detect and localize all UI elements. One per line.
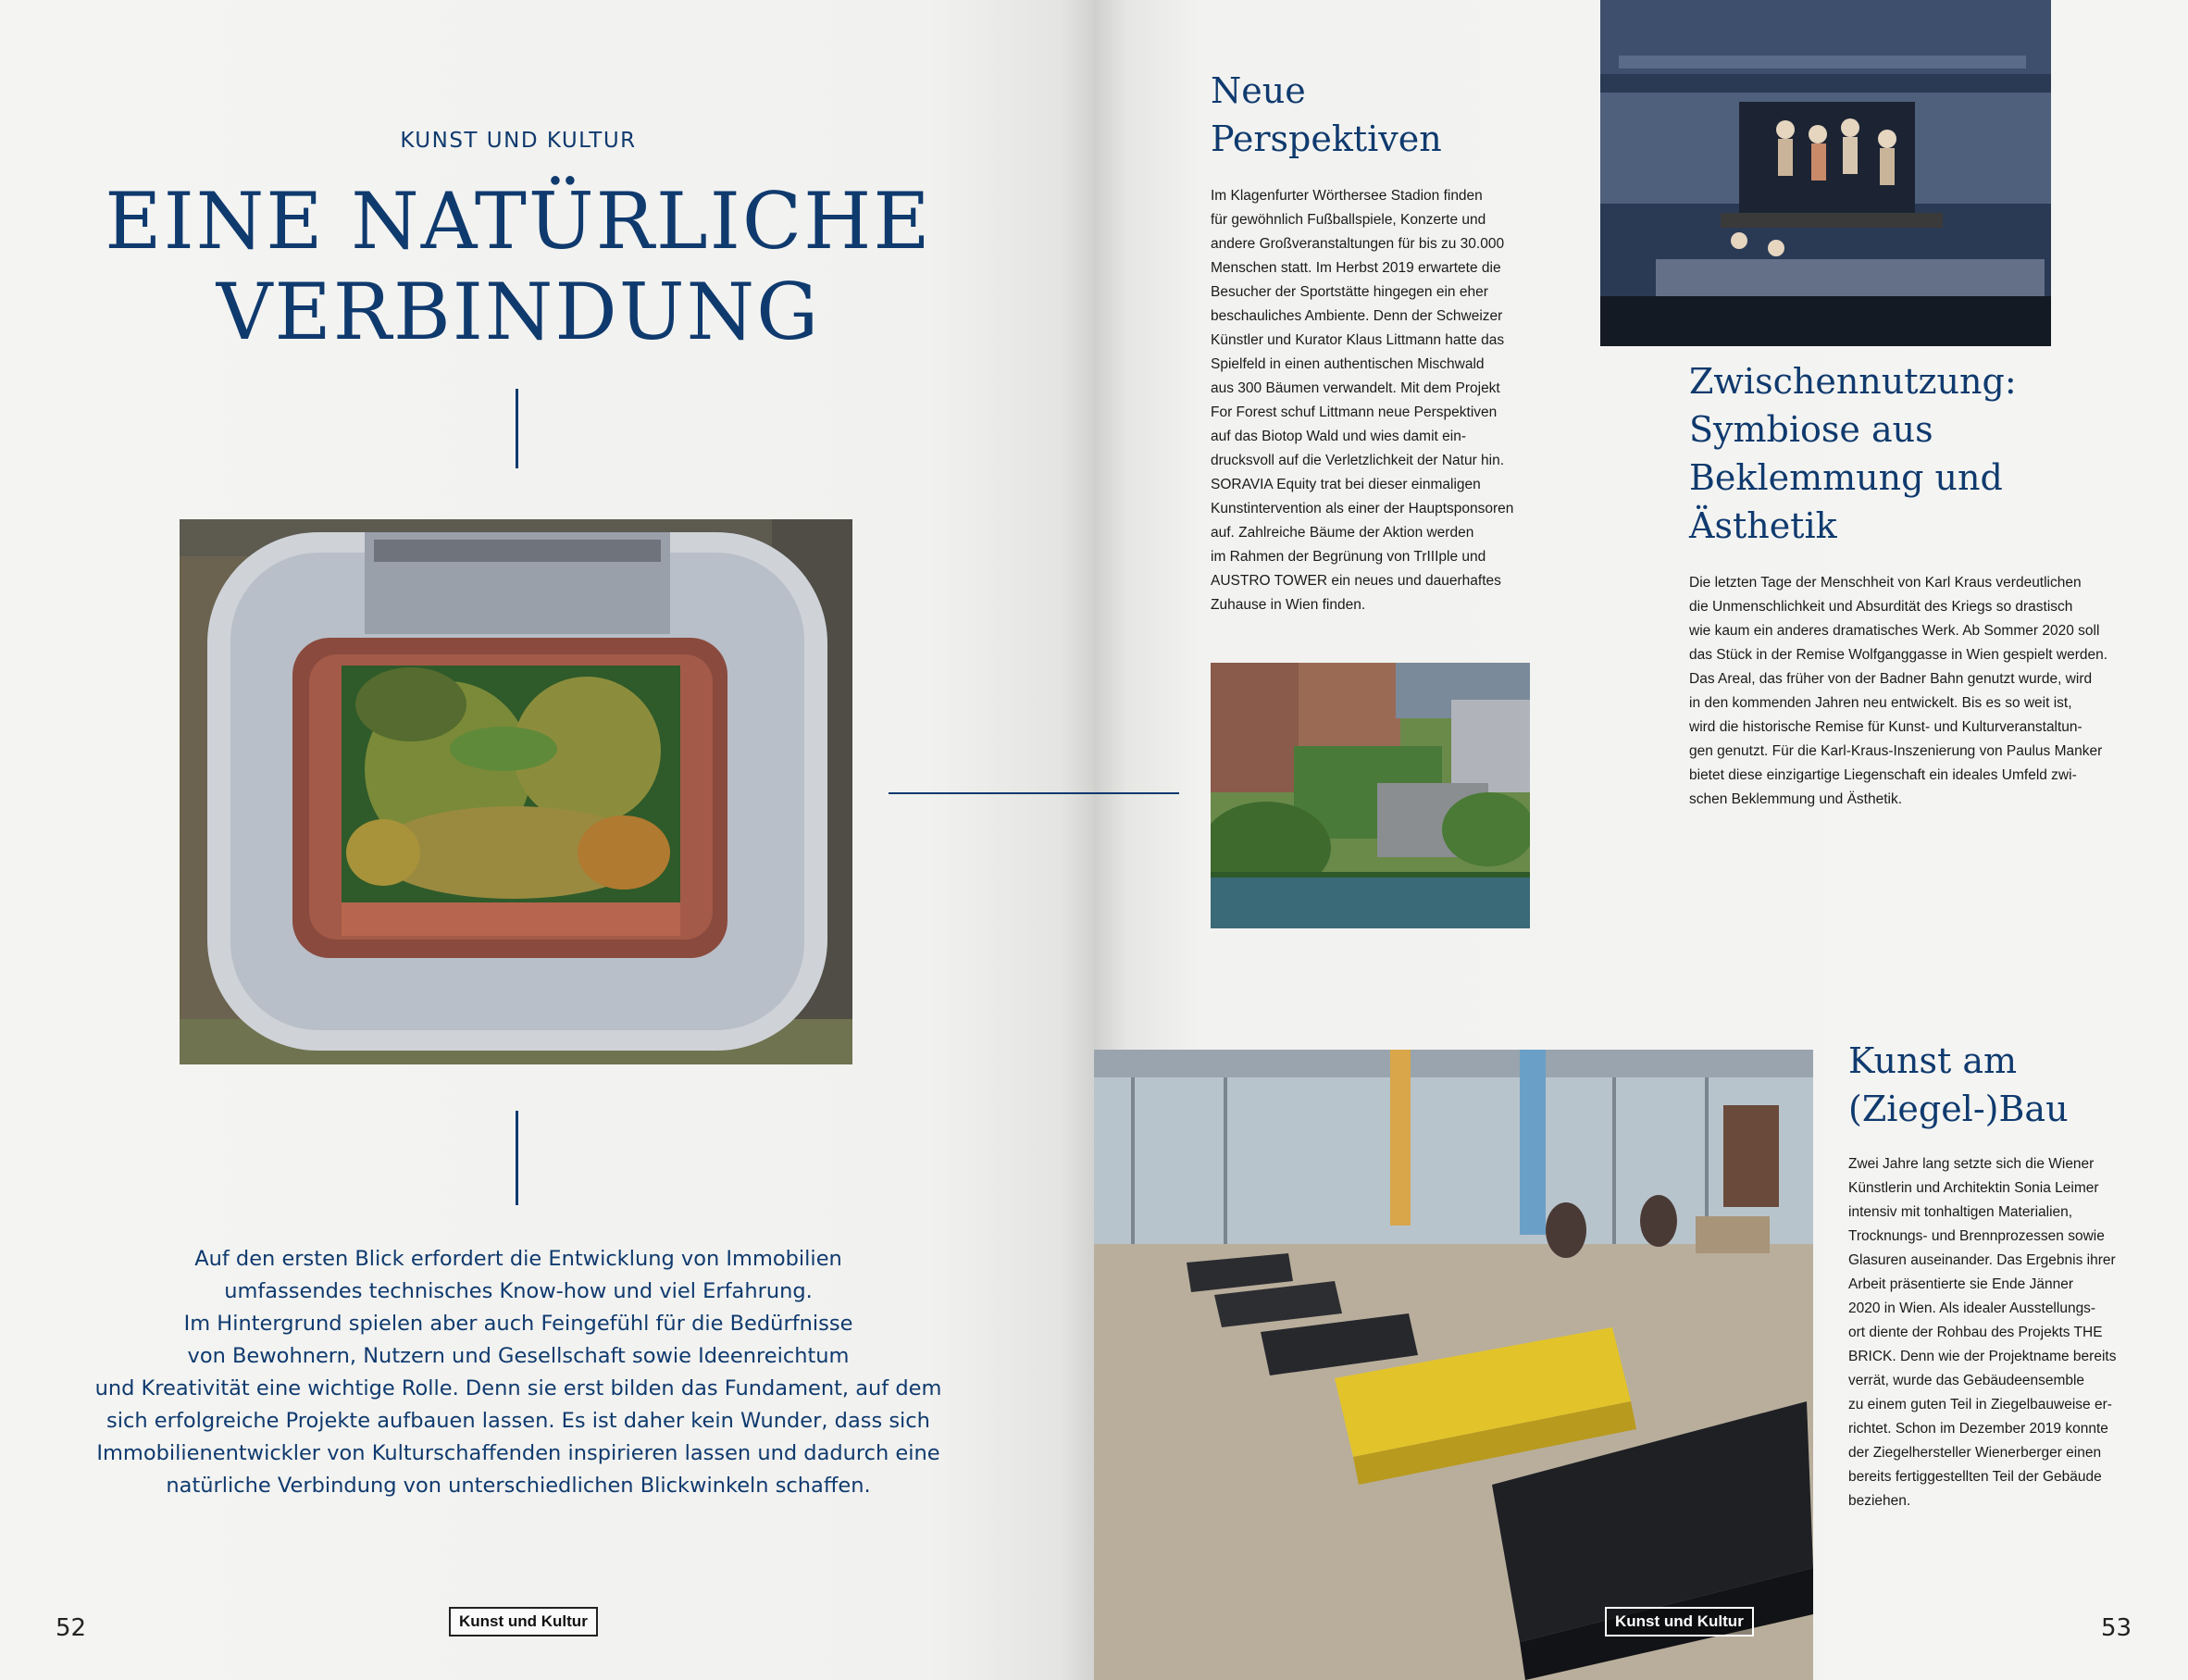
body-line: Zwei Jahre lang setzte sich die Wiener bbox=[1848, 1156, 2095, 1172]
page-number-right: 53 bbox=[2101, 1614, 2132, 1642]
footer-tag-right: Kunst und Kultur bbox=[1605, 1607, 1754, 1636]
page-number-left: 52 bbox=[56, 1614, 87, 1642]
body-line: Künstler und Kurator Klaus Littmann hatte das bbox=[1211, 332, 1505, 348]
section-title-line: Perspektiven bbox=[1211, 118, 1442, 159]
body-line: in den kommenden Jahren neu entwickelt. Bis es so weit ist, bbox=[1689, 695, 2072, 711]
body-line: Kunstintervention als einer der Hauptsponsoren bbox=[1211, 501, 1514, 516]
body-line: Im Klagenfurter Wörthersee Stadion finden bbox=[1211, 188, 1483, 204]
intro-line: und Kreativität eine wichtige Rolle. Denn sie erst bilden das Fundament, auf dem bbox=[94, 1376, 942, 1400]
page-title-line: EINE NATÜRLICHE bbox=[105, 176, 932, 267]
section-title-line: Ästhetik bbox=[1689, 505, 1837, 546]
connector-line bbox=[889, 792, 1094, 794]
body-line: Glasuren auseinander. Das Ergebnis ihrer bbox=[1848, 1252, 2116, 1268]
section-body-zwischennutzung bbox=[1689, 571, 2108, 812]
divider-line-top bbox=[516, 389, 518, 468]
page-title bbox=[93, 176, 944, 357]
body-line: auf. Zahlreiche Bäume der Aktion werden bbox=[1211, 525, 1474, 541]
body-line: Die letzten Tage der Menschheit von Karl Kraus verdeutlichen bbox=[1689, 575, 2082, 591]
section-title-neue-perspektiven bbox=[1211, 67, 1442, 163]
section-title-zwischennutzung bbox=[1689, 357, 2017, 550]
body-line: richtet. Schon im Dezember 2019 konnte bbox=[1848, 1421, 2108, 1437]
section-title-kunst-am-ziegelbau bbox=[1848, 1037, 2069, 1133]
section-title-line: Kunst am bbox=[1848, 1040, 2018, 1081]
body-line: Zuhause in Wien finden. bbox=[1211, 597, 1366, 613]
intro-line: von Bewohnern, Nutzern und Gesellschaft sowie Ideenreichtum bbox=[187, 1344, 850, 1368]
divider-line-bottom bbox=[516, 1111, 518, 1205]
body-line: verrät, wurde das Gebäudeensemble bbox=[1848, 1373, 2085, 1388]
body-line: wie kaum ein anderes dramatisches Werk. Ab Sommer 2020 soll bbox=[1689, 623, 2100, 639]
body-line: die Unmenschlichkeit und Absurdität des Kriegs so drastisch bbox=[1689, 599, 2073, 615]
intro-line: Immobilienentwickler von Kulturschaffenden inspirieren lassen und dadurch eine bbox=[96, 1441, 940, 1465]
body-line: schen Beklemmung und Ästhetik. bbox=[1689, 791, 1903, 807]
body-line: SORAVIA Equity trat bei dieser einmaligen bbox=[1211, 477, 1481, 492]
section-title-line: Neue bbox=[1211, 70, 1306, 111]
body-line: beschauliches Ambiente. Denn der Schweizer bbox=[1211, 308, 1503, 324]
section-title-line: Beklemmung und bbox=[1689, 457, 2003, 498]
body-line: Trocknungs- und Brennprozessen sowie bbox=[1848, 1228, 2105, 1244]
body-line: Künstlerin und Architektin Sonia Leimer bbox=[1848, 1180, 2099, 1196]
body-line: das Stück in der Remise Wolfganggasse in Wien gespielt werden. bbox=[1689, 647, 2108, 663]
intro-paragraph bbox=[88, 1243, 949, 1502]
body-line: zu einem guten Teil in Ziegelbauweise er- bbox=[1848, 1397, 2112, 1412]
body-line: wird die historische Remise für Kunst- und Kulturveranstaltun- bbox=[1689, 719, 2082, 735]
body-line: auf das Biotop Wald und wies damit ein- bbox=[1211, 429, 1466, 444]
body-line: 2020 in Wien. Als idealer Ausstellungs- bbox=[1848, 1300, 2096, 1316]
body-line: im Rahmen der Begrünung von TrIIIple und bbox=[1211, 549, 1486, 565]
footer-tag-left: Kunst und Kultur bbox=[449, 1607, 598, 1636]
section-body-neue-perspektiven bbox=[1211, 184, 1531, 617]
body-line: intensiv mit tonhaltigen Materialien, bbox=[1848, 1204, 2073, 1220]
body-line: bereits fertiggestellten Teil der Gebäude bbox=[1848, 1469, 2102, 1485]
section-title-line: (Ziegel-)Bau bbox=[1848, 1089, 2069, 1129]
body-line: gen genutzt. Für die Karl-Kraus-Inszenierung von Paulus Manker bbox=[1689, 743, 2103, 759]
green-buildings-photo bbox=[1211, 663, 1530, 928]
body-line: Besucher der Sportstätte hingegen ein eher bbox=[1211, 284, 1488, 300]
body-line: Das Areal, das früher von der Badner Bahn genutzt wurde, wird bbox=[1689, 671, 2093, 687]
intro-line: natürliche Verbindung von unterschiedlichen Blickwinkeln schaffen. bbox=[166, 1474, 871, 1498]
body-line: andere Großveranstaltungen für bis zu 30.000 bbox=[1211, 236, 1505, 252]
body-line: For Forest schuf Littmann neue Perspektiven bbox=[1211, 404, 1498, 420]
body-line: Arbeit präsentierte sie Ende Jänner bbox=[1848, 1276, 2073, 1292]
section-title-line: Symbiose aus bbox=[1689, 409, 1933, 450]
body-line: für gewöhnlich Fußballspiele, Konzerte und bbox=[1211, 212, 1486, 228]
intro-line: Im Hintergrund spielen aber auch Feingefühl für die Bedürfnisse bbox=[183, 1312, 853, 1336]
intro-line: sich erfolgreiche Projekte aufbauen lassen. Es ist daher kein Wunder, dass sich bbox=[106, 1409, 930, 1433]
body-line: aus 300 Bäumen verwandelt. Mit dem Projekt bbox=[1211, 380, 1500, 396]
body-line: ort diente der Rohbau des Projekts THE bbox=[1848, 1325, 2103, 1340]
section-kicker: KUNST UND KULTUR bbox=[400, 129, 637, 153]
intro-line: umfassendes technisches Know-how und viel Erfahrung. bbox=[224, 1279, 813, 1303]
body-line: drucksvoll auf die Verletzlichkeit der Natur hin. bbox=[1211, 453, 1505, 468]
intro-line: Auf den ersten Blick erfordert die Entwicklung von Immobilien bbox=[194, 1247, 842, 1271]
section-body-kunst-am-ziegelbau bbox=[1848, 1152, 2126, 1513]
brick-exhibition-photo bbox=[1094, 1050, 1813, 1680]
section-title-line: Zwischennutzung: bbox=[1689, 361, 2017, 402]
body-line: Spielfeld in einen authentischen Mischwald bbox=[1211, 356, 1485, 372]
theater-stage-photo bbox=[1600, 0, 2051, 346]
stadium-forest-photo bbox=[180, 519, 852, 1064]
body-line: beziehen. bbox=[1848, 1493, 1911, 1509]
body-line: AUSTRO TOWER ein neues und dauerhaftes bbox=[1211, 573, 1501, 589]
body-line: BRICK. Denn wie der Projektname bereits bbox=[1848, 1349, 2117, 1364]
page-title-line: VERBINDUNG bbox=[216, 267, 821, 357]
right-page bbox=[1094, 0, 2188, 1680]
connector-line bbox=[1094, 792, 1179, 794]
body-line: Menschen statt. Im Herbst 2019 erwartete die bbox=[1211, 260, 1501, 276]
body-line: der Ziegelhersteller Wienerberger einen bbox=[1848, 1445, 2102, 1461]
body-line: bietet diese einzigartige Liegenschaft ein ideales Umfeld zwi- bbox=[1689, 767, 2077, 783]
